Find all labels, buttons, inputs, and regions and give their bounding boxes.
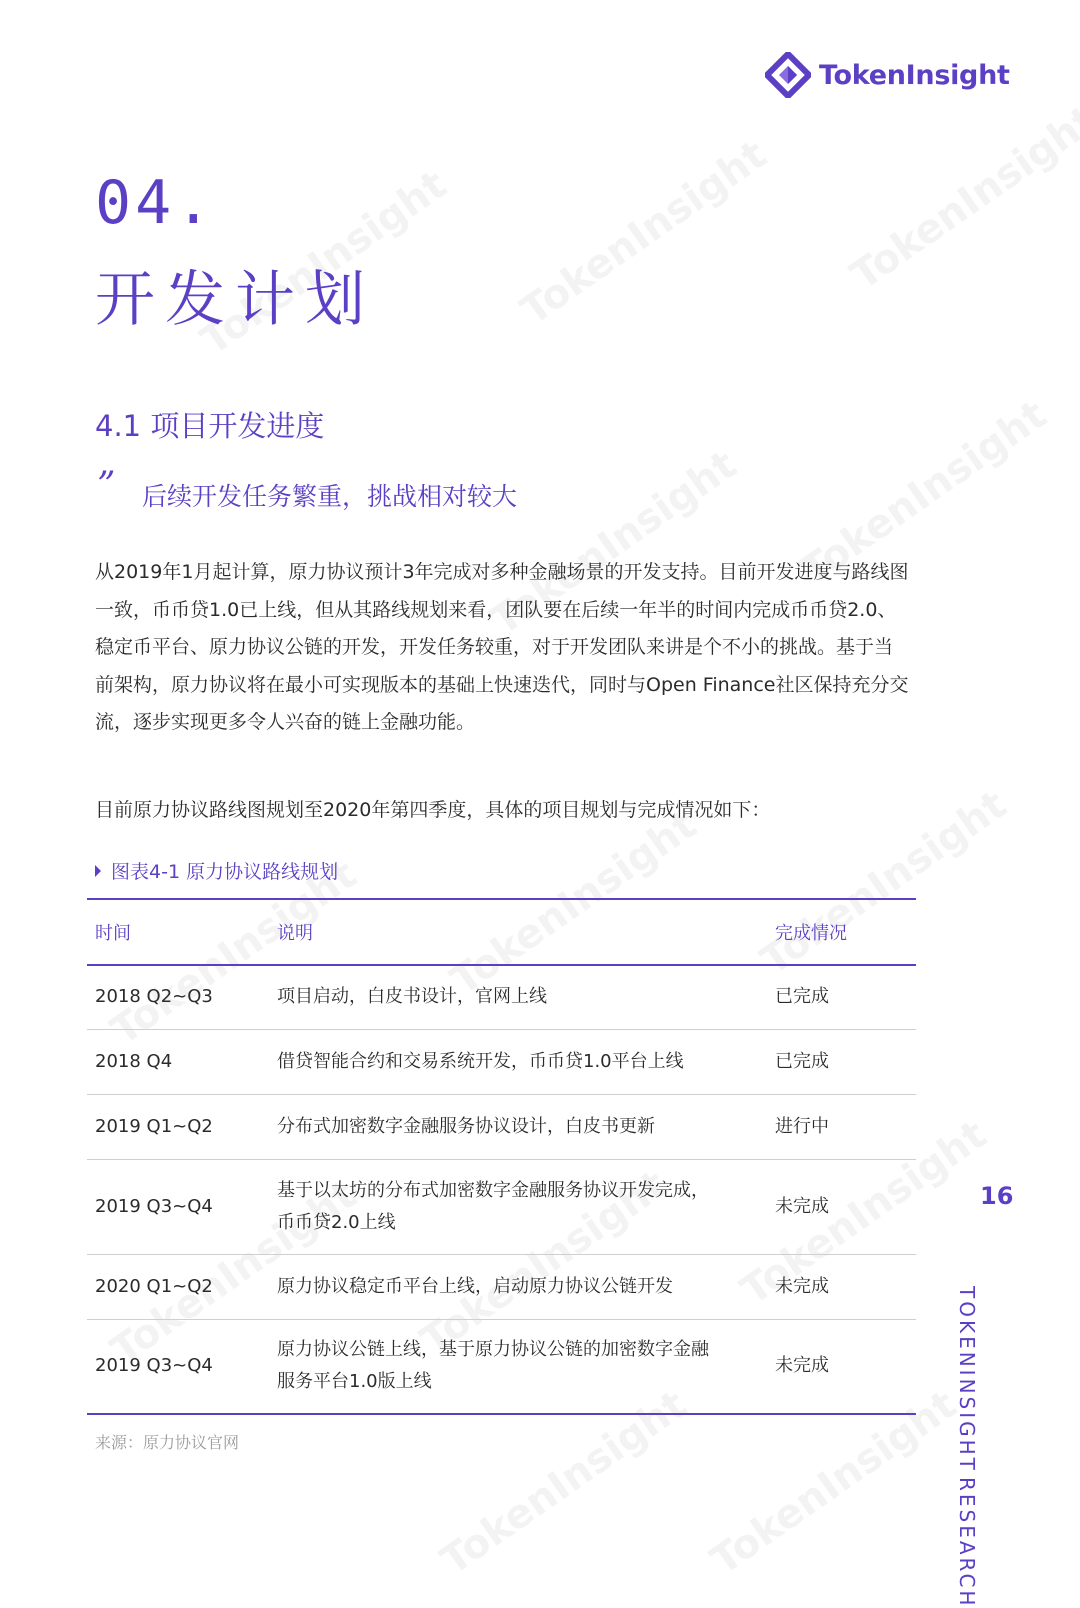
- table-header-row: [87, 899, 916, 965]
- cell-status: 未完成: [767, 1319, 916, 1414]
- cell-desc-line: 原力协议公链上线，基于原力协议公链的加密数字金融: [277, 1339, 709, 1361]
- cell-status: 未完成: [767, 1254, 916, 1319]
- section-subhead: 后续开发任务繁重，挑战相对较大: [142, 482, 518, 511]
- cell-desc: 借贷智能合约和交易系统开发，币币贷1.0平台上线: [269, 1029, 767, 1094]
- cell-time: 2018 Q4: [87, 1029, 269, 1094]
- cell-status: 进行中: [767, 1094, 916, 1159]
- brand-logo: [765, 52, 1010, 98]
- cell-time: 2020 Q1~Q2: [87, 1254, 269, 1319]
- watermark-text: [843, 97, 1080, 300]
- side-brand: [955, 1286, 979, 1608]
- side-brand-line2: RESEARCH: [955, 1476, 979, 1608]
- section-title: 4.1 项目开发进度: [95, 409, 325, 443]
- table-row: [87, 1094, 916, 1159]
- figure-source: 来源：原力协议官网: [95, 1433, 240, 1452]
- column-header-time: 时间: [87, 899, 269, 965]
- quote-mark-icon: ”: [97, 465, 116, 506]
- cell-status: 已完成: [767, 1029, 916, 1094]
- roadmap-table: [87, 898, 916, 1415]
- table-row: [87, 1159, 916, 1254]
- column-header-desc: 说明: [269, 899, 767, 965]
- tokeninsight-logo-icon: [765, 52, 811, 98]
- chapter-title: 开发计划: [95, 265, 375, 335]
- cell-desc: 项目启动，白皮书设计，官网上线: [269, 965, 767, 1029]
- table-row: [87, 1319, 916, 1414]
- table-row: [87, 965, 916, 1029]
- table-row: [87, 1029, 916, 1094]
- cell-time: 2019 Q3~Q4: [87, 1159, 269, 1254]
- cell-desc: [269, 1319, 767, 1414]
- chapter-number: 04.: [95, 168, 216, 238]
- cell-desc-line: 基于以太坊的分布式加密数字金融服务协议开发完成，: [277, 1179, 709, 1201]
- figure-caption-text: 图表4-1 原力协议路线规划: [111, 861, 339, 883]
- cell-status: 已完成: [767, 965, 916, 1029]
- cell-desc: 原力协议稳定币平台上线，启动原力协议公链开发: [269, 1254, 767, 1319]
- cell-desc-line: 服务平台1.0版上线: [277, 1371, 432, 1393]
- caret-right-icon: [95, 865, 101, 877]
- page-number: 16: [980, 1182, 1014, 1210]
- watermark-text: [513, 132, 775, 335]
- cell-desc-line: 币币贷2.0上线: [277, 1211, 396, 1233]
- cell-time: 2019 Q3~Q4: [87, 1319, 269, 1414]
- side-brand-line1: TOKENINSIGHT: [955, 1286, 979, 1473]
- body-paragraph: 目前原力协议路线图规划至2020年第四季度，具体的项目规划与完成情况如下：: [95, 799, 771, 821]
- cell-desc: 分布式加密数字金融服务协议设计，白皮书更新: [269, 1094, 767, 1159]
- figure-caption: [95, 857, 338, 884]
- table-row: [87, 1254, 916, 1319]
- brand-name: TokenInsight: [819, 59, 1010, 91]
- cell-time: 2019 Q1~Q2: [87, 1094, 269, 1159]
- cell-status: 未完成: [767, 1159, 916, 1254]
- column-header-status: 完成情况: [767, 899, 916, 965]
- body-paragraph: 从2019年1月起计算，原力协议预计3年完成对多种金融场景的开发支持。目前开发进度与路线图一致，币币贷1.0已上线，但从其路线规划来看，团队要在后续一年半的时间内完成币币贷2.0、稳定币平台、原力协议公链的开发，开发任务较重，对于开发团队来讲是个不小的挑战。基于当前架构，原力协议将在最小可实现版本的基础上快速迭代，同时与Open Finance社区保持充分交流，逐步实现更多令人兴奋的链上金融功能。: [95, 561, 909, 733]
- cell-time: 2018 Q2~Q3: [87, 965, 269, 1029]
- cell-desc: [269, 1159, 767, 1254]
